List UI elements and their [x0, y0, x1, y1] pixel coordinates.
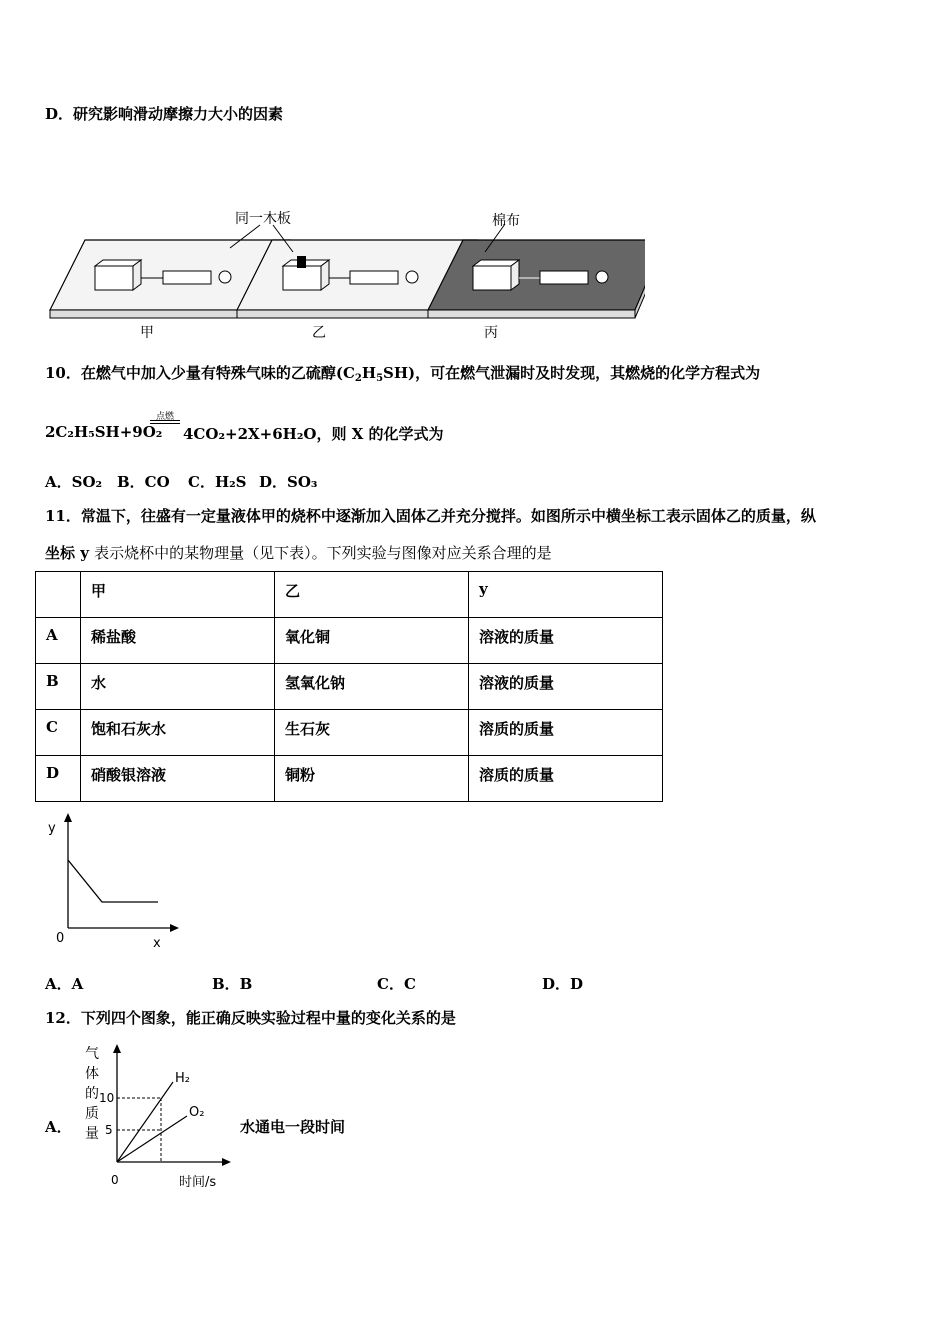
label-yi: 乙 — [312, 325, 326, 341]
y-label-char: 量 — [85, 1126, 99, 1142]
y-label-char: 质 — [85, 1106, 99, 1122]
q12-option-a-text: 水通电一段时间 — [240, 1118, 346, 1136]
x-axis-label: x — [153, 936, 161, 950]
label-jia: 甲 — [140, 325, 154, 341]
q10-option-d: D．SO₃ — [259, 473, 318, 491]
q12-option-a-label: A． — [45, 1118, 72, 1136]
q11-option-a: A．A — [45, 975, 84, 993]
table-cell: 生石灰 — [275, 710, 469, 756]
q11-stem-line1: 11．常温下，往盛有一定量液体甲的烧杯中逐渐加入固体乙并充分搅拌。如图所示中横坐标工表示固体乙的质量，纵 — [45, 507, 816, 525]
q10-option-b: B．CO — [117, 473, 170, 491]
table-cell: A — [36, 618, 81, 664]
q11-option-d: D．D — [542, 975, 584, 993]
table-header-row — [36, 572, 663, 618]
table-header-cell: 乙 — [275, 572, 469, 618]
table-cell: D — [36, 756, 81, 802]
table-row — [36, 618, 663, 664]
y-label-char: 气 — [85, 1046, 99, 1062]
q11-graph — [40, 810, 190, 950]
y-axis-arrow — [64, 813, 72, 822]
block-yi — [283, 266, 321, 290]
table-row — [36, 664, 663, 710]
table-cell: B — [36, 664, 81, 710]
weight-yi — [297, 256, 306, 268]
equation-arrow-top — [150, 420, 180, 421]
table-cell: 饱和石灰水 — [81, 710, 275, 756]
x-axis-arrow — [222, 1158, 231, 1166]
label-cotton-cloth: 棉布 — [492, 213, 520, 229]
label-bing: 丙 — [484, 325, 498, 341]
tick-label-5: 5 — [105, 1123, 113, 1137]
table-cell: 溶液的质量 — [469, 664, 663, 710]
q11-option-c: C．C — [377, 975, 416, 993]
origin-label: 0 — [56, 931, 65, 946]
table-row — [36, 710, 663, 756]
table-cell: 溶质的质量 — [469, 756, 663, 802]
x-axis-arrow — [170, 924, 179, 932]
table-cell: C — [36, 710, 81, 756]
table-header-cell — [36, 572, 81, 618]
q11-option-b: B．B — [212, 975, 253, 993]
o2-line — [117, 1116, 187, 1162]
equation-arrow-bottom — [150, 423, 180, 424]
q10-option-c: C．H₂S — [188, 473, 247, 491]
q11-stem-line2: 坐标 y 表示烧杯中的某物理量（见下表）。下列实验与图像对应关系合理的是 — [45, 544, 552, 562]
q10-stem: 10．在燃气中加入少量有特殊气味的乙硫醇$(C_2H_5SH)$，可在燃气泄漏时及时发现，其燃烧的化学方程式为 — [45, 364, 761, 384]
y-axis-label: y — [48, 821, 56, 836]
spring-scale-jia — [163, 271, 211, 284]
series-label-o2: O₂ — [189, 1105, 205, 1120]
q10-equation-left: 2C₂H₅SH+9O₂ — [45, 423, 163, 441]
q12-stem: 12．下列四个图象，能正确反映实验过程中量的变化关系的是 — [45, 1009, 456, 1027]
table-cell: 硝酸银溶液 — [81, 756, 275, 802]
table-cell: 溶质的质量 — [469, 710, 663, 756]
table-cell: 氧化铜 — [275, 618, 469, 664]
graph-curve — [68, 860, 158, 902]
q11-table — [35, 571, 663, 802]
table-header-cell: y — [469, 572, 663, 618]
origin-label: 0 — [111, 1173, 119, 1187]
block-jia — [95, 266, 133, 290]
h2-line — [117, 1082, 173, 1162]
x-axis-label: 时间/s — [179, 1175, 217, 1190]
block-bing — [473, 266, 511, 290]
table-header-cell: 甲 — [81, 572, 275, 618]
table-row — [36, 756, 663, 802]
table-cell: 氢氧化钠 — [275, 664, 469, 710]
table-cell: 水 — [81, 664, 275, 710]
reaction-condition: 点燃 — [155, 412, 174, 422]
y-label-char: 体 — [85, 1066, 99, 1082]
y-label-char: 的 — [85, 1086, 99, 1102]
table-cell: 铜粉 — [275, 756, 469, 802]
spring-scale-bing — [540, 271, 588, 284]
q10-option-a: A．SO₂ — [45, 473, 103, 491]
label-same-board: 同一木板 — [235, 211, 291, 227]
board-bing — [428, 240, 645, 310]
table-cell: 溶液的质量 — [469, 618, 663, 664]
q9-option-d: D．研究影响滑动摩擦力大小的因素 — [45, 105, 284, 123]
q10-equation-right: 4CO₂+2X+6H₂O，则 X 的化学式为 — [183, 425, 444, 443]
y-axis-arrow — [113, 1044, 121, 1053]
table-cell: 稀盐酸 — [81, 618, 275, 664]
q12-graph-electrolysis — [75, 1040, 240, 1195]
spring-scale-yi — [350, 271, 398, 284]
series-label-h2: H₂ — [175, 1071, 190, 1086]
tick-label-10: 10 — [99, 1091, 115, 1105]
friction-experiment-figure — [45, 200, 645, 345]
